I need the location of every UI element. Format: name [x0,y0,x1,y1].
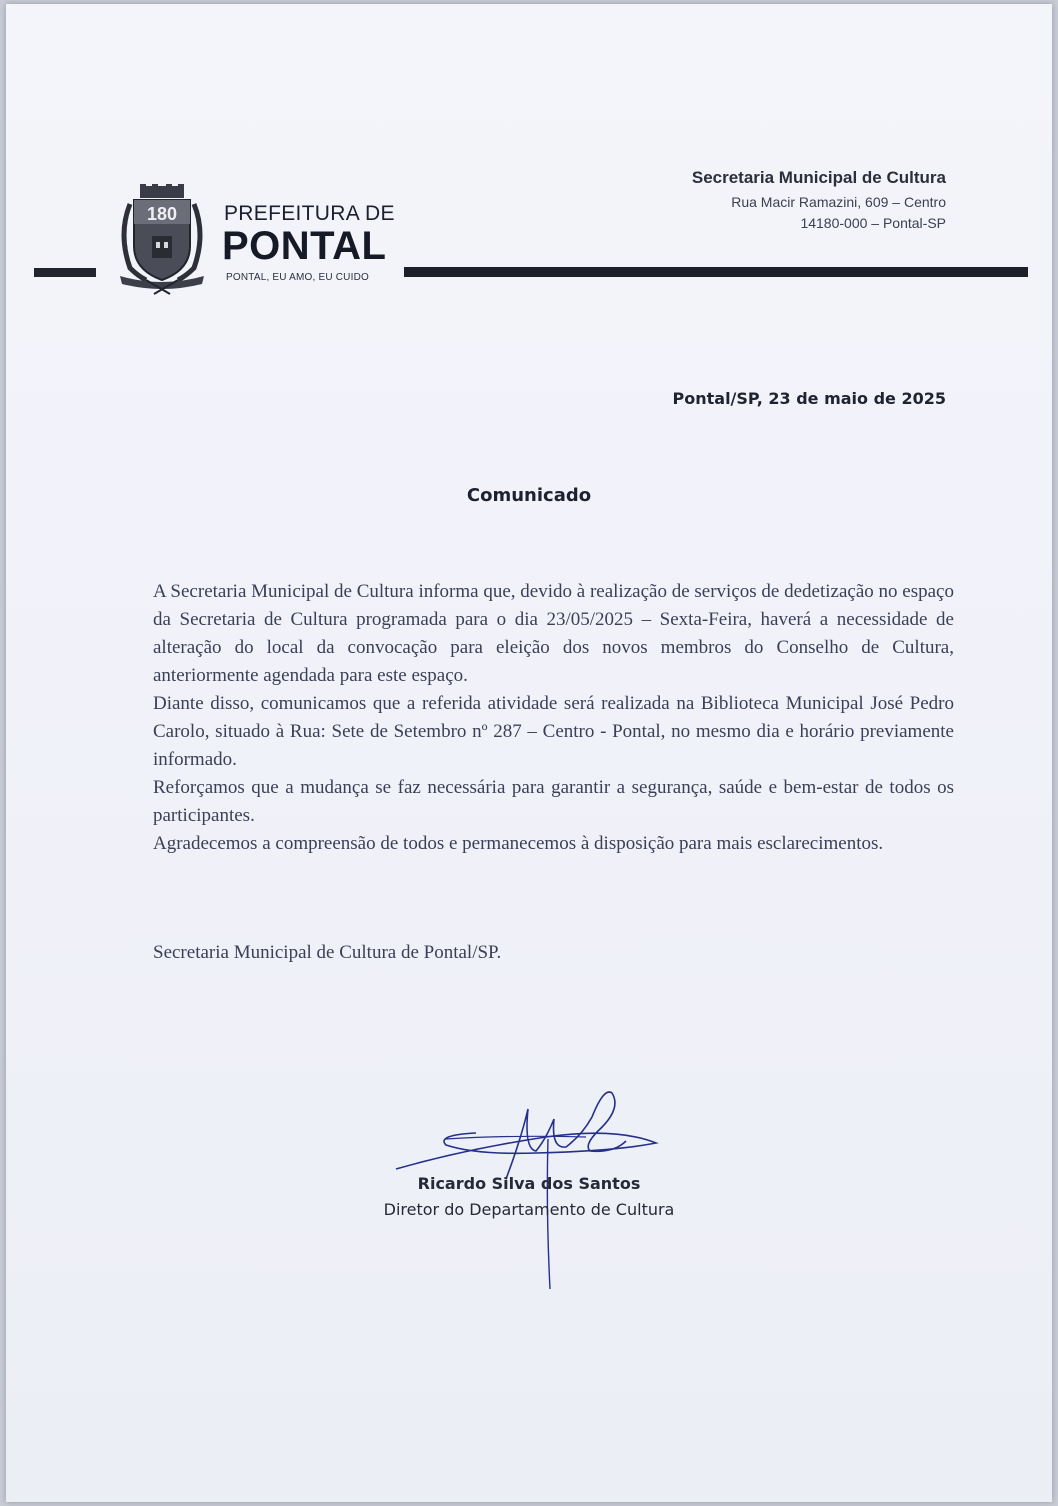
paragraph: A Secretaria Municipal de Cultura informa que, devido à realização de serviços de dedetização no espaço da Secretaria de Cultura programada para o dia 23/05/2025 – Sexta-Feira, haverá a necessidade de alteração do local da convocação para eleição dos novos membros do Conselho de Cultura, anteriormente agendada para este espaço. [153,581,954,686]
signer-role: Diretor do Departamento de Cultura [383,1200,675,1219]
closing-line: Secretaria Municipal de Cultura de Pontal/SP. [153,942,502,963]
paragraph: Agradecemos a compreensão de todos e permanecemos à disposição para mais esclarecimentos. [153,833,884,854]
document-page [6,4,1052,1502]
municipal-logo [112,184,402,296]
address-line-1: Rua Macir Ramazini, 609 – Centro [731,194,946,210]
date-line: Pontal/SP, 23 de maio de 2025 [672,389,946,408]
logo-line-pontal: PONTAL [222,224,387,268]
coat-of-arms-icon [112,184,212,296]
document-body [153,578,954,858]
address-line-2: 14180-000 – Pontal-SP [800,215,946,231]
paragraph: Reforçamos que a mudança se faz necessária para garantir a segurança, saúde e bem-estar de todos os participantes. [153,777,954,826]
document-title: Comunicado [466,485,592,506]
letterhead-rule-right [404,267,1028,277]
logo-slogan: PONTAL, EU AMO, EU CUIDO [226,272,369,283]
letterhead-rule-left [34,268,96,277]
logo-line-prefeitura: PREFEITURA DE [224,202,395,225]
signer-name: Ricardo Silva dos Santos [417,1174,641,1193]
org-name: Secretaria Municipal de Cultura [691,168,946,187]
paragraph: Diante disso, comunicamos que a referida atividade será realizada na Biblioteca Municipal José Pedro Carolo, situado à Rua: Sete de Setembro nº 287 – Centro - Pontal, no mesmo dia e horário previamente informado. [153,693,954,770]
crest-number: 180 [146,204,178,224]
